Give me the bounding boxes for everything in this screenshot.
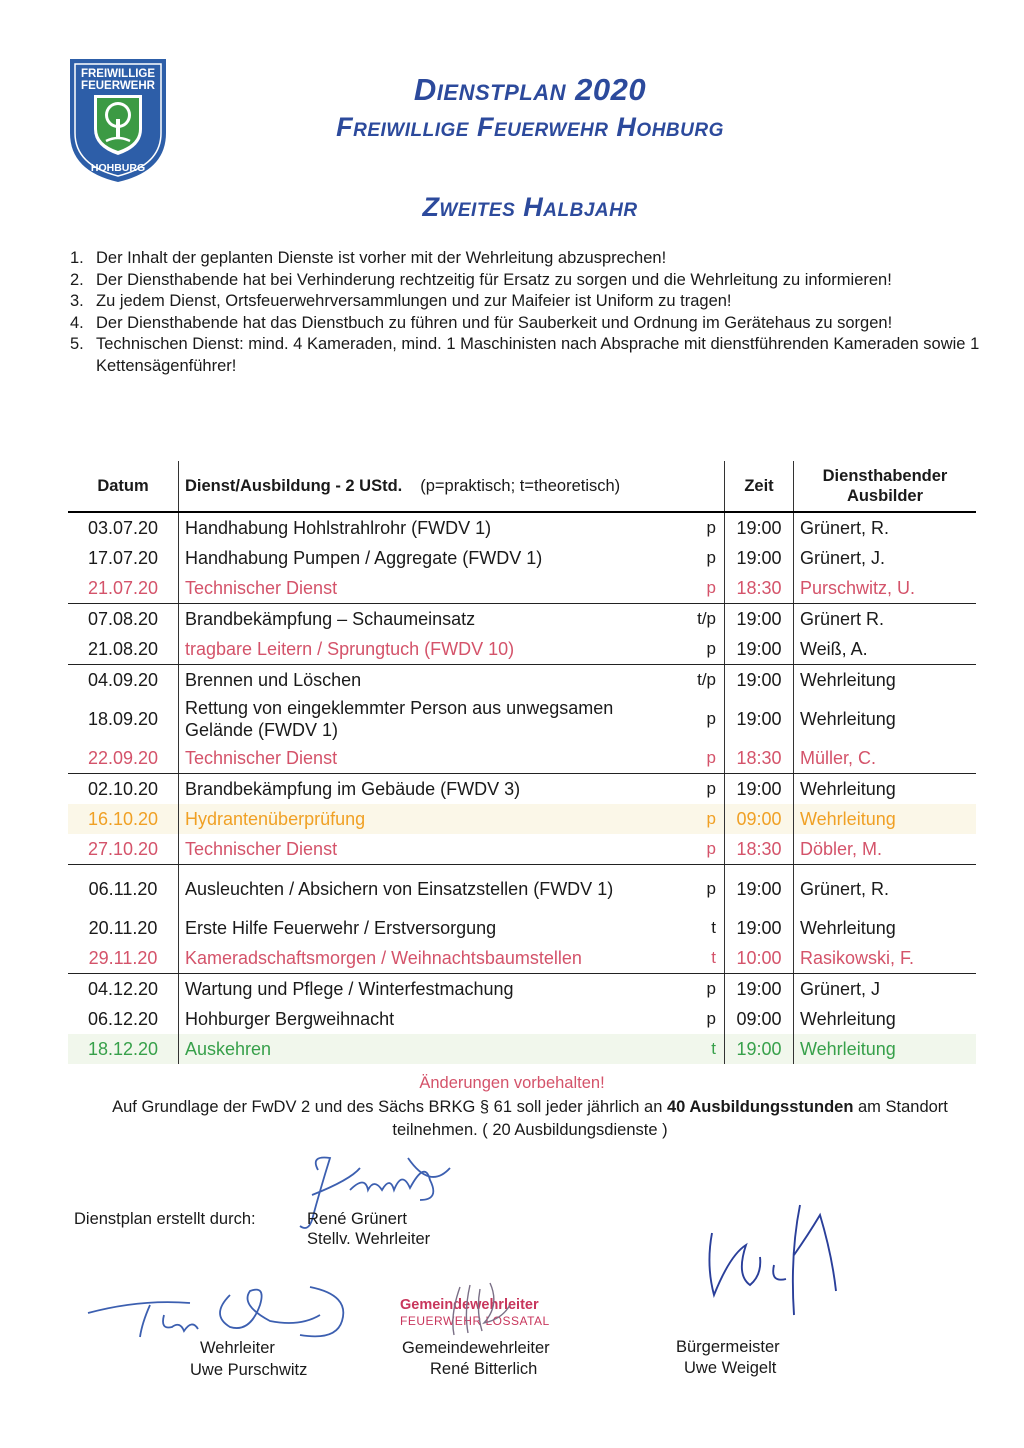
emblem-line-1: FREIWILLIGE — [80, 68, 156, 80]
table-row — [68, 804, 976, 834]
changes-note: Änderungen vorbehalten! — [419, 1074, 605, 1092]
cell-leader: Rasikowski, F. — [794, 943, 977, 974]
cell-time: 19:00 — [725, 512, 794, 543]
cell-service: Technischer Dienst — [179, 743, 681, 774]
cell-leader: Grünert, J. — [800, 547, 886, 568]
cell-date: 21.07.20 — [68, 573, 179, 604]
cell-leader: Grünert R. — [800, 608, 885, 629]
cell-service: Kameradschaftsmorgen / Weihnachtsbaumstellen — [179, 943, 681, 974]
cell-date: 07.08.20 — [68, 604, 179, 635]
cell-service: Technischer Dienst — [179, 834, 681, 865]
page-subtitle: Freiwillige Feuerwehr Hohburg — [336, 112, 724, 142]
cell-type: p — [680, 834, 725, 865]
cell-leader: Wehrleitung — [794, 804, 977, 834]
cell-time: 18:30 — [725, 834, 794, 865]
col-header-service: Dienst/Ausbildung - 2 UStd. (p=praktisch; t=theoretisch) — [179, 461, 681, 512]
period-title: Zweites Halbjahr — [422, 192, 638, 222]
table-row — [68, 943, 976, 974]
cell-service: Handhabung Hohlstrahlrohr (FWDV 1) — [185, 517, 492, 538]
cell-service: Ausleuchten / Absichern von Einsatzstellen (FWDV 1) — [185, 879, 614, 899]
cell-type: p — [680, 743, 725, 774]
buergermeister-role: Bürgermeister — [676, 1338, 780, 1356]
cell-leader: Döbler, M. — [794, 834, 977, 865]
rule-item: 3. Zu jedem Dienst, Ortsfeuerwehrversammlungen und zur Maifeier ist Uniform zu tragen! — [70, 292, 732, 310]
cell-type: p — [680, 1004, 725, 1034]
cell-service: Handhabung Pumpen / Aggregate (FWDV 1) — [185, 547, 543, 568]
col-header-type — [680, 461, 725, 512]
buergermeister-name: Uwe Weigelt — [684, 1359, 777, 1377]
rule-item: 4. Der Diensthabende hat das Dienstbuch zu führen und für Sauberkeit und Ordnung im Gerätehaus zu sorgen! — [70, 313, 893, 332]
col-header-time: Zeit — [725, 461, 794, 512]
cell-leader: Purschwitz, U. — [794, 573, 977, 604]
cell-time: 19:00 — [725, 1034, 794, 1064]
table-row — [68, 634, 976, 665]
cell-service: Brandbekämpfung – Schaumeinsatz — [185, 608, 476, 629]
table-row — [68, 974, 976, 1005]
cell-time: 19:00 — [725, 774, 794, 805]
cell-time: 19:00 — [725, 865, 794, 914]
cell-time: 19:00 — [725, 634, 794, 665]
page-title: Dienstplan 2020 — [413, 72, 647, 107]
rule-item: 1. Der Inhalt der geplanten Dienste ist vorher mit der Wehrleitung abzusprechen! — [70, 249, 667, 267]
cell-time: 19:00 — [725, 695, 794, 743]
emblem-line-2: FEUERWEHR — [81, 80, 155, 92]
cell-date: 06.12.20 — [68, 1004, 179, 1034]
fire-brigade-emblem — [66, 55, 170, 185]
cell-type: p — [680, 512, 725, 543]
cell-date: 04.12.20 — [68, 974, 179, 1005]
cell-time: 18:30 — [725, 743, 794, 774]
cell-type: t — [680, 1034, 725, 1064]
cell-type: t — [680, 943, 725, 974]
table-row — [68, 512, 976, 543]
cell-service: Auskehren — [179, 1034, 681, 1064]
table-row — [68, 913, 976, 943]
cell-date: 18.09.20 — [68, 695, 179, 743]
cell-type: p — [680, 573, 725, 604]
cell-leader: Wehrleitung — [800, 778, 896, 799]
cell-date: 22.09.20 — [68, 743, 179, 774]
table-row — [68, 665, 976, 696]
signature-bitterlich — [440, 1275, 530, 1345]
cell-time: 19:00 — [725, 974, 794, 1005]
cell-type: p — [680, 774, 725, 805]
cell-leader: Wehrleitung — [800, 669, 896, 690]
table-row — [68, 1004, 976, 1034]
cell-service: Hohburger Bergweihnacht — [185, 1008, 395, 1029]
creator-role: Stellv. Wehrleiter — [307, 1230, 431, 1248]
wehrleiter-role: Wehrleiter — [200, 1339, 275, 1357]
schedule-table — [68, 461, 976, 1064]
training-basis-text: Auf Grundlage der FwDV 2 und des Sächs BRKG § 61 soll jeder jährlich an 40 Ausbildungsstunden am Standort teilnehmen. ( 20 Ausbildungsdienste ) — [112, 1098, 948, 1139]
cell-service: Erste Hilfe Feuerwehr / Erstversorgung — [185, 917, 497, 938]
cell-date: 27.10.20 — [68, 834, 179, 865]
gemeindewehrleiter-name: René Bitterlich — [430, 1360, 538, 1378]
table-row — [68, 604, 976, 635]
table-row — [68, 1034, 976, 1064]
cell-date: 21.08.20 — [68, 634, 179, 665]
cell-time: 19:00 — [725, 543, 794, 573]
gemeindewehrleiter-role: Gemeindewehrleiter — [402, 1339, 550, 1357]
cell-type: p — [680, 974, 725, 1005]
table-row — [68, 573, 976, 604]
col-header-date: Datum — [68, 461, 179, 512]
table-row — [68, 543, 976, 573]
cell-time: 09:00 — [725, 804, 794, 834]
cell-time: 09:00 — [725, 1004, 794, 1034]
table-header-row — [68, 461, 976, 512]
cell-date: 29.11.20 — [68, 943, 179, 974]
cell-date: 03.07.20 — [68, 512, 179, 543]
created-by-label: Dienstplan erstellt durch: — [74, 1210, 256, 1228]
cell-time: 10:00 — [725, 943, 794, 974]
cell-date: 06.11.20 — [68, 865, 179, 914]
cell-service: Wartung und Pflege / Winterfestmachung — [185, 978, 514, 999]
table-row — [68, 834, 976, 865]
cell-leader: Wehrleitung — [794, 1034, 977, 1064]
cell-leader: Grünert, R. — [800, 879, 890, 899]
stamp-subtitle: FEUERWEHR LOSSATAL — [400, 1314, 550, 1328]
cell-leader: Weiß, A. — [794, 634, 977, 665]
table-row — [68, 743, 976, 774]
schedule-body — [68, 512, 976, 1064]
table-row — [68, 695, 976, 743]
cell-type: t — [680, 913, 725, 943]
cell-leader: Müller, C. — [794, 743, 977, 774]
cell-leader: Wehrleitung — [800, 1008, 896, 1029]
cell-date: 04.09.20 — [68, 665, 179, 696]
cell-type: p — [680, 634, 725, 665]
table-row — [68, 865, 976, 914]
wehrleiter-name: Uwe Purschwitz — [190, 1361, 308, 1379]
cell-type: t/p — [680, 665, 725, 696]
cell-type: p — [680, 695, 725, 743]
cell-service: Brandbekämpfung im Gebäude (FWDV 3) — [185, 778, 521, 799]
cell-time: 19:00 — [725, 665, 794, 696]
cell-date: 17.07.20 — [68, 543, 179, 573]
table-row — [68, 774, 976, 805]
cell-service: Brennen und Löschen — [185, 669, 362, 690]
cell-service: Hydrantenüberprüfung — [179, 804, 681, 834]
rule-item: 2. Der Diensthabende hat bei Verhinderung rechtzeitig für Ersatz zu sorgen und die Wehrleitung zu informieren! — [70, 270, 892, 289]
cell-type: p — [680, 804, 725, 834]
col-header-leader: Diensthabender Ausbilder — [794, 461, 977, 512]
cell-time: 19:00 — [725, 604, 794, 635]
cell-type: t/p — [680, 604, 725, 635]
col-header-note: (p=praktisch; t=theoretisch) — [420, 476, 621, 495]
stamp-title: Gemeindewehrleiter — [400, 1297, 539, 1313]
cell-leader: Grünert, J — [800, 978, 881, 999]
cell-leader: Wehrleitung — [800, 917, 896, 938]
cell-service: tragbare Leitern / Sprungtuch (FWDV 10) — [179, 634, 681, 665]
cell-time: 18:30 — [725, 573, 794, 604]
creator-name: René Grünert — [307, 1210, 407, 1228]
cell-date: 20.11.20 — [68, 913, 179, 943]
rules-list — [70, 248, 990, 377]
cell-service: Rettung von eingeklemmter Person aus unwegsamen Gelände (FWDV 1) — [185, 698, 614, 740]
emblem-bottom-text: HOHBURG — [90, 162, 146, 174]
cell-service: Technischer Dienst — [179, 573, 681, 604]
cell-type: p — [680, 543, 725, 573]
cell-time: 19:00 — [725, 913, 794, 943]
cell-date: 18.12.20 — [68, 1034, 179, 1064]
cell-date: 16.10.20 — [68, 804, 179, 834]
cell-leader: Grünert, R. — [800, 517, 890, 538]
cell-date: 02.10.20 — [68, 774, 179, 805]
cell-leader: Wehrleitung — [800, 709, 896, 729]
signature-weigelt — [690, 1195, 850, 1335]
cell-type: p — [680, 865, 725, 914]
rule-item: 5. Technischen Dienst: mind. 4 Kameraden, mind. 1 Maschinisten nach Absprache mit dienstführenden Kameraden sowie 1 Kettensägenführer! — [70, 335, 980, 375]
